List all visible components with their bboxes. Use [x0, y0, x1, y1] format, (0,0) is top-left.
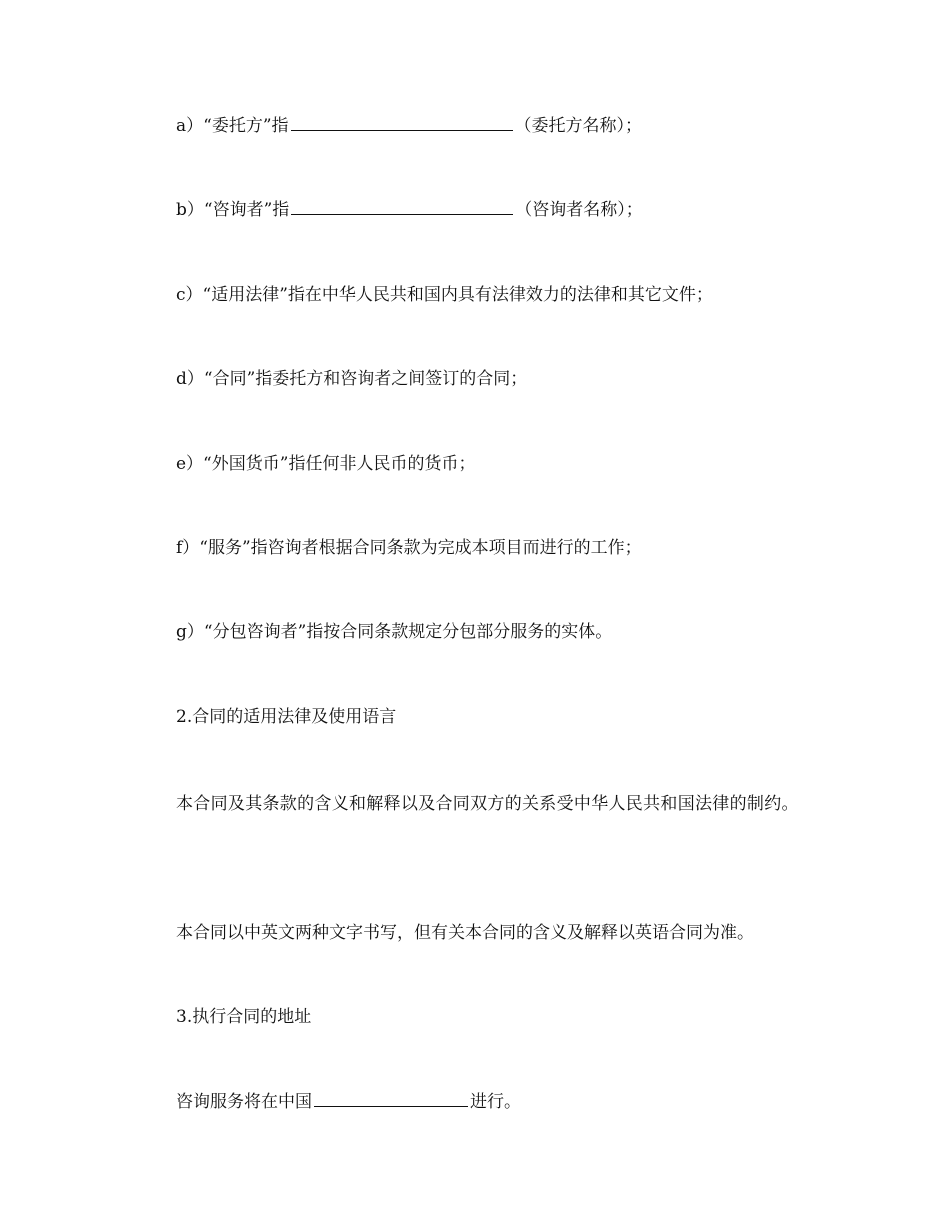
section-2-paragraph-1: 本合同及其条款的含义和解释以及合同双方的关系受中华人民共和国法律的制约。 — [176, 794, 799, 814]
section-2-paragraph-2: 本合同以中英文两种文字书写，但有关本合同的含义及解释以英语合同为准。 — [176, 923, 754, 943]
definition-d: d）“合同”指委托方和咨询者之间签订的合同； — [176, 369, 528, 389]
section-2-heading: 2.合同的适用法律及使用语言 — [176, 707, 397, 727]
definition-b-prefix: b）“咨询者”指 — [176, 200, 290, 220]
definition-e: e）“外国货币”指任何非人民币的货币； — [176, 454, 476, 474]
definition-a-prefix: a）“委托方”指 — [176, 116, 289, 136]
definition-a-suffix: （委托方名称）； — [514, 116, 643, 136]
definition-a — [176, 116, 642, 136]
definition-f: f）“服务”指咨询者根据合同条款为完成本项目而进行的工作； — [176, 538, 642, 558]
definition-b-suffix: （咨询者名称）； — [515, 200, 643, 220]
consultant-name-blank[interactable] — [291, 200, 513, 215]
definition-g: g）“分包咨询者”指按合同条款规定分包部分服务的实体。 — [176, 622, 613, 642]
location-prefix: 咨询服务将在中国 — [176, 1092, 312, 1112]
location-blank[interactable] — [314, 1092, 468, 1107]
definition-b — [176, 200, 643, 220]
section-3-heading: 3.执行合同的地址 — [176, 1007, 312, 1027]
client-name-blank[interactable] — [291, 116, 513, 131]
definition-c: c）“适用法律”指在中华人民共和国内具有法律效力的法律和其它文件； — [176, 285, 713, 305]
section-3-location — [176, 1092, 521, 1112]
location-suffix: 进行。 — [470, 1092, 521, 1112]
